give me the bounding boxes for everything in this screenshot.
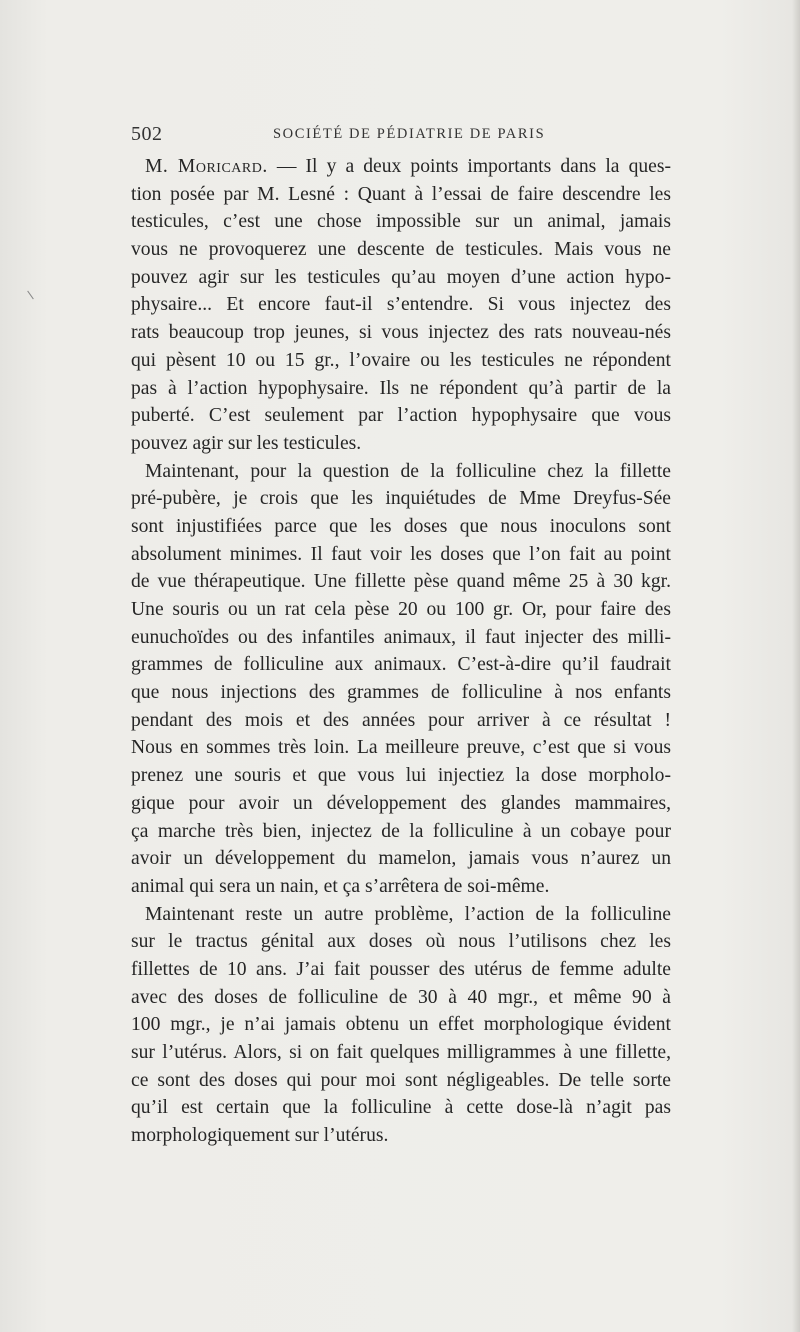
text-line: ce sont des doses qui pour moi sont négligeables. De telle sorte [131,1069,671,1091]
page-edge-shadow [792,0,800,1332]
text-line: qui pèsent 10 ou 15 gr., l’ovaire ou les testicules ne répondent [131,349,671,371]
text-line: grammes de folliculine aux animaux. C’est-à-dire qu’il faudrait [131,654,671,676]
text-line: pouvez agir sur les testicules. [131,432,362,454]
page-header [131,123,671,149]
text-line: tion posée par M. Lesné : Quant à l’essai de faire descendre les [131,183,671,205]
text-line: sont injustifiées parce que les doses que nous inoculons sont [131,515,671,537]
speaker-name: M. Moricard. [145,156,268,177]
text-line: gique pour avoir un développement des glandes mammaires, [131,792,671,814]
text-line: 100 mgr., je n’ai jamais obtenu un effet morphologique évident [131,1014,671,1036]
text-line: fillettes de 10 ans. J’ai fait pousser des utérus de femme adulte [131,958,671,980]
paragraph-2 [131,458,671,901]
text-line: eunuchoïdes ou des infantiles animaux, il faut injecter des milli- [131,626,671,648]
text-line: Nous en sommes très loin. La meilleure preuve, c’est que si vous [131,737,671,759]
text-line: sur l’utérus. Alors, si on fait quelques milligrammes à une fillette, [131,1042,671,1063]
text-line: animal qui sera un nain, et ça s’arrêtera de soi-même. [131,875,550,897]
text-line: M. Moricard. — Il y a deux points importants dans la ques- [145,156,672,177]
paragraph-1 [131,153,671,458]
text-line: ça marche très bien, injectez de la folliculine à un cobaye pour [131,820,671,842]
text-line: qu’il est certain que la folliculine à cette dose-là n’agit pas [131,1097,671,1119]
text-line: Maintenant reste un autre problème, l’action de la folliculine [145,903,671,925]
body-text [131,153,671,1150]
text-line: puberté. C’est seulement par l’action hypophysaire que vous [131,405,671,427]
text-line: pas à l’action hypophysaire. Ils ne répondent qu’à partir de la [131,377,671,399]
text-line: sur le tractus génital aux doses où nous l’utilisons chez les [131,931,671,953]
text-line: Maintenant, pour la question de la folliculine chez la fillette [145,460,671,482]
text-line: de vue thérapeutique. Une fillette pèse quand même 25 à 30 kgr. [131,571,671,593]
text-line: pouvez agir sur les testicules qu’au moyen d’une action hypo- [131,266,671,288]
text-line: avec des doses de folliculine de 30 à 40 mgr., et même 90 à [131,986,671,1008]
text-line: pendant des mois et des années pour arriver à ce résultat ! [131,709,671,731]
text-line: morphologiquement sur l’utérus. [131,1125,389,1147]
text-line: vous ne provoquerez une descente de testicules. Mais vous ne [131,239,671,261]
text-line: rats beaucoup trop jeunes, si vous injectez des rats nouveau-nés [131,322,671,344]
text-line: avoir un développement du mamelon, jamais vous n’aurez un [131,848,671,870]
text-line: Une souris ou un rat cela pèse 20 ou 100 gr. Or, pour faire des [131,599,671,620]
text-line: que nous injections des grammes de folliculine à nos enfants [131,682,671,704]
text-line: testicules, c’est une chose impossible sur un animal, jamais [131,211,671,233]
text-line: physaire... Et encore faut-il s’entendre. Si vous injectez des [131,294,671,316]
page-number: 502 [131,123,163,145]
text-line: prenez une souris et que vous lui injectiez la dose morpholo- [131,765,671,787]
text-line: absolument minimes. Il faut voir les doses que l’on fait au point [131,543,671,565]
running-head: SOCIÉTÉ DE PÉDIATRIE DE PARIS [273,126,546,142]
text-line: pré-pubère, je crois que les inquiétudes de Mme Dreyfus-Sée [131,488,671,510]
paragraph-3 [131,901,671,1150]
